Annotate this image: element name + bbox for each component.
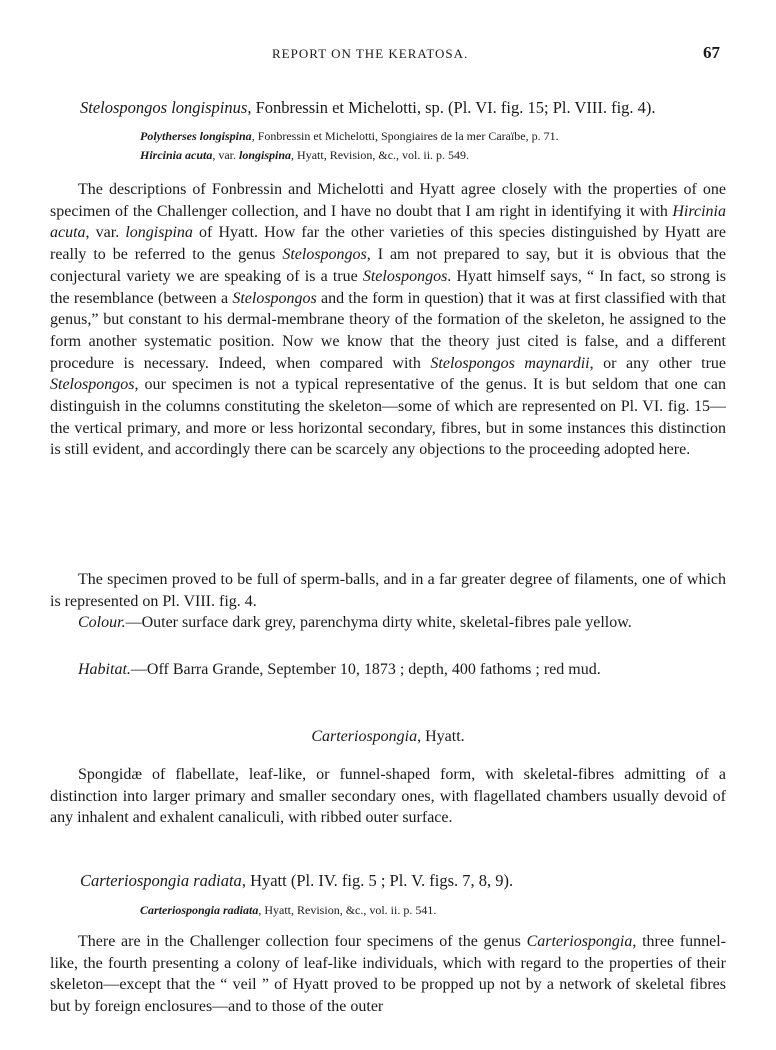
genus-heading: Carteriospongia, Hyatt. [311, 728, 465, 745]
synonym-ref: , Hyatt, Revision, &c., vol. ii. p. 541. [258, 903, 437, 917]
species-heading-stelospongos [80, 98, 756, 118]
genus-name: Carteriospongia [311, 728, 418, 745]
synonym-ref: , Fonbressin et Michelotti, Spongiaires de la mer Caraïbe, p. 71. [251, 129, 559, 143]
paragraph-description: The descriptions of Fonbressin and Michelotti and Hyatt agree closely with the properties of one specimen of the Challenger collection, and I have no doubt that I am right in identifying it with Hircinia acuta, var. longispina of Hyatt. How far the other varieties of this species distinguished by Hyatt are really to be referred to the genus Stelospongos, I am not prepared to say, but it is obvious that the conjectural variety we are speaking of is a true Stelospongos. Hyatt himself says, “ In fact, so strong is the resemblance (between a Stelospongos and the form in question) that it was at first classified with that genus,” but constant to his dermal-membrane theory of the formation of the skeleton, he assigned to the form another systematic position. Now we know that the theory just cited is false, and a different procedure is necessary. Indeed, when compared with Stelospongos maynardii, or any other true Stelospongos, our specimen is not a typical representative of the genus. It is but seldom that one can distinguish in the columns constituting the skeleton—some of which are represented on Pl. VI. fig. 15—the vertical primary, and more or less horizontal secondary, fibres, but in some instances this distinction is still evident, and accordingly there can be scarcely any objections to the proceeding adopted here. [50, 181, 727, 459]
paragraph-sperm-balls: The specimen proved to be full of sperm-balls, and in a far greater degree of filaments, one of which is represented on Pl. VIII. fig. 4. [50, 571, 726, 610]
colour-label: Colour. [78, 614, 126, 631]
synonym-line: Hircinia acuta, var. longispina, Hyatt, Revision, &c., vol. ii. p. 549. [140, 148, 470, 162]
species-name: Stelospongos longispinus [80, 98, 248, 117]
species-name: Carteriospongia radiata [80, 871, 242, 890]
paragraph-carteriospongia: There are in the Challenger collection four specimens of the genus Carteriospongia, three funnel-like, the fourth presenting a colony of leaf-like individuals, which with regard to the properties of their skeleton—except that the “ veil ” of Hyatt proved to be propped up not by a network of skeletal fibres but by foreign enclosures—and to those of the outer [50, 933, 726, 1016]
synonym-name: Hircinia acuta [140, 148, 213, 162]
species-authority: , Fonbressin et Michelotti, sp. (Pl. VI. fig. 15; Pl. VIII. fig. 4). [247, 98, 656, 117]
synonym-name: Carteriospongia radiata [140, 903, 259, 917]
synonym-line [140, 901, 776, 919]
habitat-label: Habitat. [78, 661, 131, 678]
running-head [0, 44, 776, 68]
synonym-name: Polytherses longispina [140, 129, 252, 143]
paragraph-colour: Colour.—Outer surface dark grey, parenchyma dirty white, skeletal-fibres pale yellow. [78, 614, 632, 631]
paragraph-habitat: Habitat.—Off Barra Grande, September 10, 1873 ; depth, 400 fathoms ; red mud. [78, 661, 601, 678]
running-title: REPORT ON THE KERATOSA. [272, 46, 469, 61]
synonym-ref: , Hyatt, Revision, &c., vol. ii. p. 549. [291, 148, 470, 162]
synonym-line [140, 127, 776, 145]
paragraph-genus-description: Spongidæ of flabellate, leaf-like, or funnel-shaped form, with skeletal-fibres admitting of a distinction into larger primary and smaller secondary ones, with flagellated chambers usually devoid of any inhalent and exhalent canaliculi, with ribbed outer surface. [50, 766, 726, 827]
page-number: 67 [703, 43, 720, 62]
species-authority: , Hyatt (Pl. IV. fig. 5 ; Pl. V. figs. 7, 8, 9). [241, 871, 514, 890]
species-heading-carteriospongia [80, 871, 756, 891]
